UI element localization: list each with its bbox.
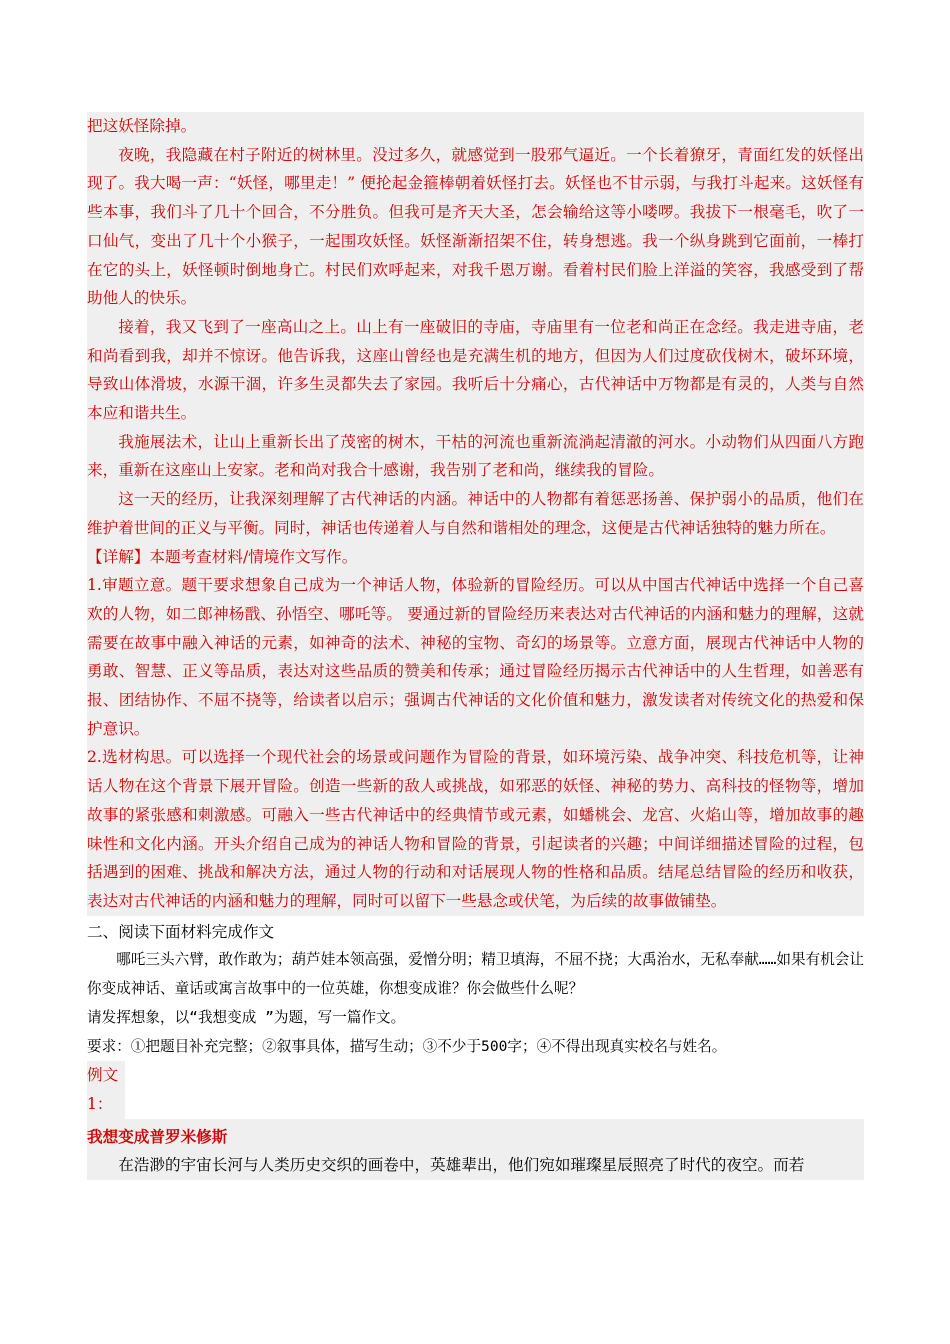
section-heading: 二、阅读下面材料完成作文 [87, 922, 275, 941]
question-section [87, 918, 864, 947]
example-essay [87, 1119, 864, 1180]
example-label-wrap [87, 1061, 125, 1118]
example-title: 我想变成普罗米修斯 [87, 1126, 228, 1146]
example-paragraph: 在浩渺的宇宙长河与人类历史交织的画卷中，英雄辈出，他们宛如璀璨星辰照亮了时代的夜空。而若 [118, 1156, 805, 1175]
essay-continuation [87, 112, 864, 916]
essay-paragraph: 这一天的经历，让我深刻理解了古代神话的内涵。神话中的人物都有着惩恶扬善、保护弱小的品质，他们在维护着世间的正义与平衡。同时，神话也传递着人与自然和谐相处的理念，这便是古代神话独特的魅力所在。 [87, 490, 864, 537]
essay-paragraph: 夜晚，我隐藏在村子附近的树林里。没过多久，就感觉到一股邪气逼近。一个长着獠牙，青面红发的妖怪出现了。我大喝一声：“妖怪，哪里走！” 便抡起金箍棒朝着妖怪打去。妖怪也不甘示弱，与我打斗起来。这妖怪有些本事，我们斗了几十个回合，不分胜负。但我可是齐天大圣，怎会输给这等小喽啰。我拔下一根毫毛，吹了一口仙气，变出了几十个小猴子，一起围攻妖怪。妖怪渐渐招架不住，转身想逃。我一个纵身跳到它面前，一棒打在它的头上，妖怪顿时倒地身亡。村民们欢呼起来，对我千恩万谢。看着村民们脸上洋溢的笑容，我感受到了帮助他人的快乐。 [87, 145, 864, 308]
essay-paragraph: 我施展法术，让山上重新长出了茂密的树木，干枯的河流也重新流淌起清澈的河水。小动物们从四面八方跑来，重新在这座山上安家。老和尚对我合十感谢，我告别了老和尚，继续我的冒险。 [87, 432, 864, 480]
essay-paragraph: 接着，我又飞到了一座高山之上。山上有一座破旧的寺庙，寺庙里有一位老和尚正在念经。我走进寺庙，老和尚看到我，却并不惊讶。他告诉我，这座山曾经也是充满生机的地方，但因为人们过度砍伐树木，破坏环境，导致山体滑坡，水源干涸，许多生灵都失去了家园。我听后十分痛心，古代神话中万物都是有灵的，人类与自然本应和谐共生。 [87, 317, 864, 423]
question-material [87, 946, 864, 1061]
detail-heading: 【详解】本题考查材料/情境作文写作。 [87, 547, 358, 566]
essay-paragraph: 把这妖怪除掉。 [87, 117, 197, 135]
analysis-point: 1.审题立意。题干要求想象自己成为一个神话人物，体验新的冒险经历。可以从中国古代神话中选择一个自己喜欢的人物，如二郎神杨戬、孙悟空、哪吒等。 要通过新的冒险经历来表达对古代神话的内涵和魅力的理解，这就需要在故事中融入神话的元素，如神奇的法术、神秘的宝物、奇幻的场景等。立意方面，展现古代神话中人物的勇敢、智慧、正义等品质，表达对这些品质的赞美和传承；通过冒险经历揭示古代神话中的人生哲理，如善恶有报、团结协作、不屈不挠等，给读者以启示；强调古代神话的文化价值和魅力，激发读者对传统文化的热爱和保护意识。 [87, 576, 864, 738]
instruction-text: 请发挥想象，以“我想变成 ”为题，写一篇作文。 [87, 1008, 406, 1026]
requirements-text: 要求：①把题目补充完整；②叙事具体，描写生动；③不少于500字；④不得出现真实校名与姓名。 [87, 1037, 727, 1055]
document-page [87, 112, 864, 1180]
material-text: 哪吒三头六臂，敢作敢为；葫芦娃本领高强，爱憎分明；精卫填海，不屈不挠；大禹治水，无私奉献……如果有机会让你变成神话、童话或寓言故事中的一位英雄，你想变成谁？你会做些什么呢？ [87, 951, 864, 998]
example-label: 例文1： [87, 1066, 119, 1113]
analysis-point: 2.选材构思。可以选择一个现代社会的场景或问题作为冒险的背景，如环境污染、战争冲突、科技危机等，让神话人物在这个背景下展开冒险。创造一些新的敌人或挑战，如邪恶的妖怪、神秘的势力、高科技的怪物等，增加故事的紧张感和刺激感。可融入一些古代神话中的经典情节或元素，如蟠桃会、龙宫、火焰山等，增加故事的趣味性和文化内涵。开头介绍自己成为的神话人物和冒险的背景，引起读者的兴趣；中间详细描述冒险的过程，包括遇到的困难、挑战和解决方法，通过人物的行动和对话展现人物的性格和品质。结尾总结冒险的经历和收获，表达对古代神话的内涵和魅力的理解，同时可以留下一些悬念或伏笔，为后续的故事做铺垫。 [87, 748, 864, 910]
